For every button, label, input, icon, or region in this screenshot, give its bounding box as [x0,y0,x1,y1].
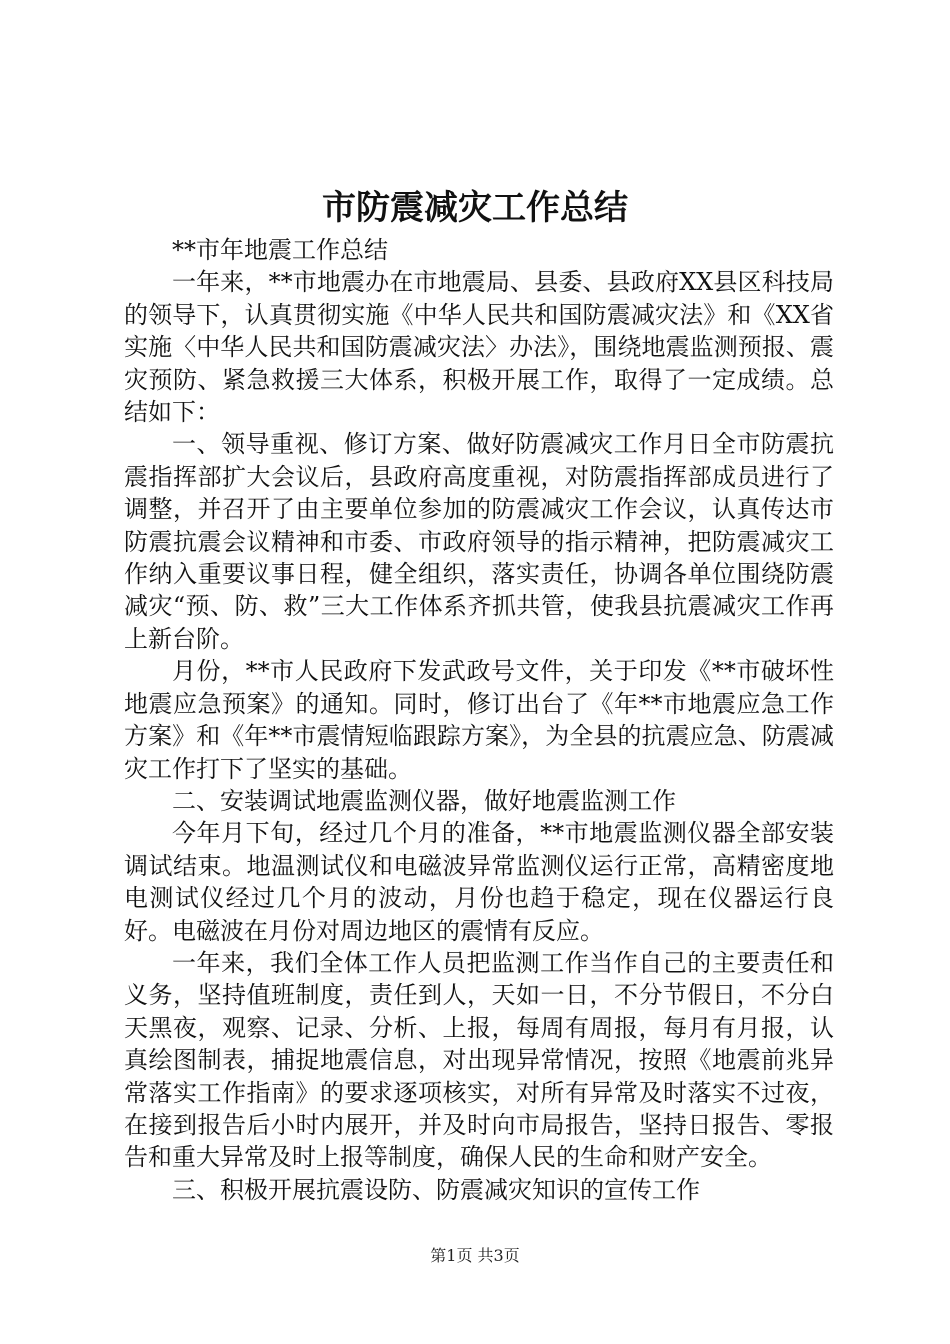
document-title: 市防震减灾工作总结 [322,188,628,228]
heading-section-two: 二、安装调试地震监测仪器，做好地震监测工作 [172,786,676,815]
paragraph-monitoring-duty: 一年来，我们全体工作人员把监测工作当作自己的主要责任和义务，坚持值班制度，责任到人，天如一日，不分节假日，不分白天黑夜，观察、记录、分析、上报，每周有周报，每月有月报，认真绘图制表，捕捉地震信息，对出现异常情况，按照《地震前兆异常落实工作指南》的要求逐项核实，对所有异常及时落实不过夜，在接到报告后小时内展开，并及时向市局报告，坚持日报告、零报告和重大异常及时上报等制度，确保人民的生命和财产安全。 [124,948,834,1172]
heading-section-three: 三、积极开展抗震设防、防震减灾知识的宣传工作 [172,1175,700,1204]
paragraph-intro: 一年来，**市地震办在市地震局、县委、县政府XX县区科技局的领导下，认真贯彻实施《中华人民共和国防震减灾法》和《XX省实施〈中华人民共和国防震减灾法〉办法》，围绕地震监测预报、震灾预防、紧急救援三大体系，积极开展工作，取得了一定成绩。总结如下： [124,268,834,427]
paragraph-section-one: 一、领导重视、修订方案、做好防震减灾工作月日全市防震抗震指挥部扩大会议后，县政府高度重视，对防震指挥部成员进行了调整，并召开了由主要单位参加的防震减灾工作会议，认真传达市防震抗震会议精神和市委、市政府领导的指示精神，把防震减灾工作纳入重要议事日程，健全组织，落实责任，协调各单位围绕防震减灾“预、防、救”三大工作体系齐抓共管，使我县抗震减灾工作再上新台阶。 [124,430,834,653]
paragraph-instrument-install: 今年月下旬，经过几个月的准备，**市地震监测仪器全部安装调试结束。地温测试仪和电磁波异常监测仪运行正常，高精密度地电测试仪经过几个月的波动，月份也趋于稳定，现在仪器运行良好。电磁波在月份对周边地区的震情有反应。 [124,819,834,945]
page-footer: 第1页 共3页 [430,1246,520,1265]
document-body [124,234,834,1206]
paragraph-subtitle: **市年地震工作总结 [172,236,388,264]
paragraph-contingency-plan: 月份，**市人民政府下发武政号文件，关于印发《**市破坏性地震应急预案》的通知。同时，修订出台了《年**市地震应急工作方案》和《年**市震情短临跟踪方案》，为全县的抗震应急、防震减灾工作打下了坚实的基础。 [124,657,834,783]
